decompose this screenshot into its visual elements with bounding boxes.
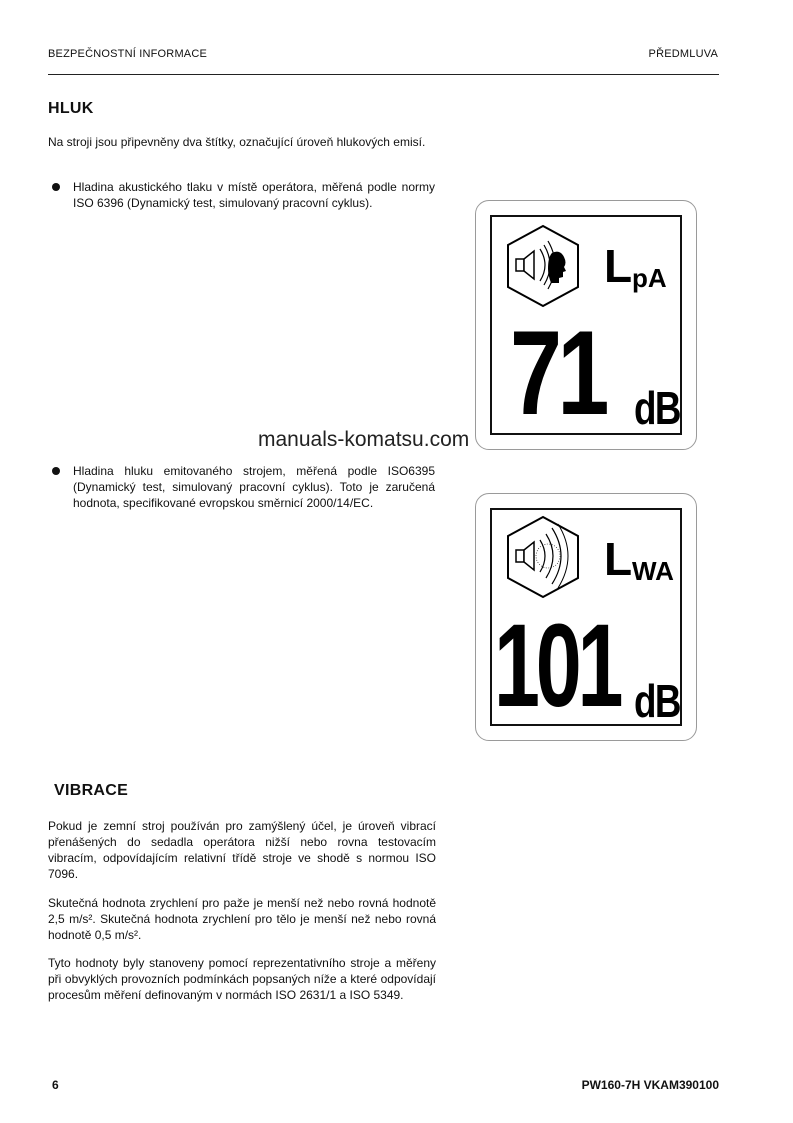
watermark: manuals-komatsu.com (258, 428, 470, 451)
label-symbol-sub: WA (632, 556, 674, 586)
label-symbol-l: L (604, 240, 633, 292)
noise-unit-lwa: dB (634, 675, 680, 727)
header-rule (48, 74, 719, 75)
running-header-left: BEZPEČNOSTNÍ INFORMACE (48, 48, 208, 60)
vibration-paragraph-1: Pokud je zemní stroj používán pro zamýšlený účel, je úroveň vibrací přenášených do sedadla operátora nižší nebo rovna testovacím vibracím, odpovídajícím relativní třídě stroje ve shodě s normou ISO 7096. (48, 819, 436, 881)
label-symbol-l: L (604, 533, 633, 585)
section-title-noise: HLUK (48, 100, 94, 117)
label-frame (490, 508, 682, 732)
noise-label-lwa (475, 493, 697, 741)
bullet-dot (52, 183, 60, 191)
page-number: 6 (52, 1078, 59, 1092)
noise-intro: Na stroji jsou připevněny dva štítky, označující úroveň hlukových emisí. (48, 135, 426, 149)
machine-noise-emission-icon (504, 514, 582, 600)
bullet-dot (52, 467, 60, 475)
noise-bullet-operator: Hladina akustického tlaku v místě operátora, měřená podle normy ISO 6396 (Dynamický test, simulovaný pracovní cyklus). (73, 180, 435, 210)
document-code: PW160-7H VKAM390100 (581, 1078, 719, 1092)
noise-label-lpa (475, 200, 697, 450)
running-header-right: PŘEDMLUVA (648, 48, 718, 60)
noise-value-lpa: 71 (510, 306, 605, 440)
section-title-vibration: VIBRACE (54, 782, 129, 799)
label-symbol-sub: pA (632, 263, 667, 293)
vibration-paragraph-3: Tyto hodnoty byly stanoveny pomocí reprezentativního stroje a měřeny při obvyklých provozních podmínkách popsaných níže a které odpovídají procesům měření definovaným v normách ISO 2631/1 a ISO 5349. (48, 956, 436, 1002)
noise-value-lwa: 101 (494, 600, 620, 732)
operator-ear-noise-icon (504, 223, 582, 309)
label-frame (490, 215, 682, 440)
noise-bullet-machine: Hladina hluku emitovaného strojem, měřená podle ISO6395 (Dynamický test, simulovaný pracovní cyklus). Toto je zaručená hodnota, specifikované evropskou směrnicí 2000/14/EC. (73, 464, 435, 510)
vibration-paragraph-2: Skutečná hodnota zrychlení pro paže je menší než nebo rovná hodnotě 2,5 m/s². Skutečná hodnota zrychlení pro tělo je menší než nebo rovná hodnotě 0,5 m/s². (48, 896, 436, 942)
noise-unit-lpa: dB (634, 382, 680, 434)
